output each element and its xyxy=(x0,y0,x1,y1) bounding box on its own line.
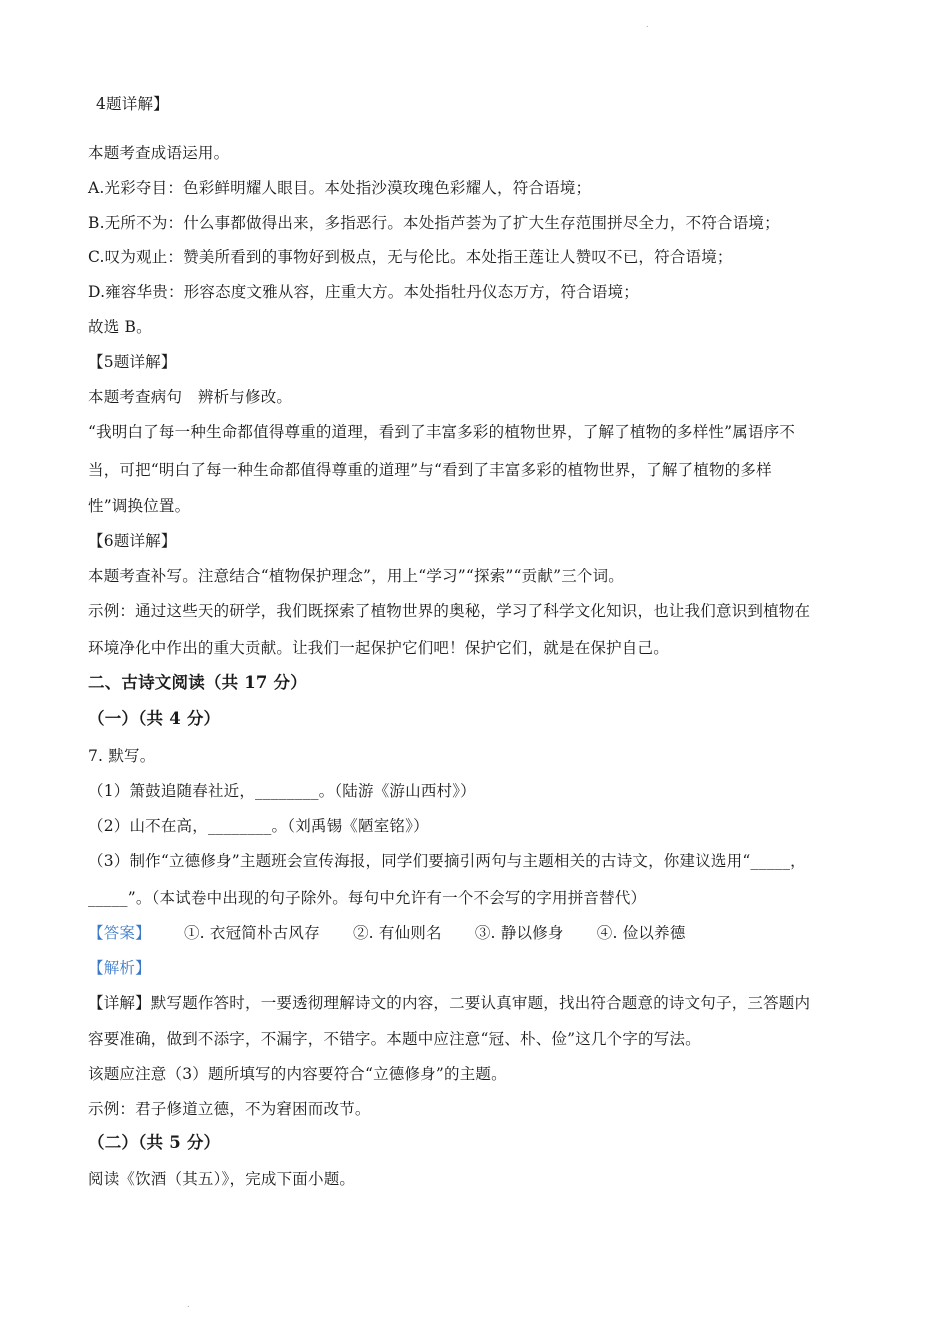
paragraph: 本题考查补写。注意结合“植物保护理念”，用上“学习”“探索”“贡献”三个词。 xyxy=(88,567,624,585)
option-a-explanation: A.光彩夺目：色彩鲜明耀人眼目。本处指沙漠玫瑰色彩耀人，符合语境； xyxy=(88,179,592,197)
section-heading-q5: 【5题详解】 xyxy=(88,353,177,371)
answer-item-4: ④. 俭以养德 xyxy=(596,924,686,942)
section-heading-q4: 4题详解】 xyxy=(96,95,169,113)
answer-item-3: ③. 静以修身 xyxy=(474,924,564,942)
paragraph: 阅读《饮酒（其五）》，完成下面小题。 xyxy=(88,1170,356,1188)
answer-item-1: ①. 衣冠简朴古风存 xyxy=(183,924,320,942)
paragraph: 【详解】默写题作答时，一要透彻理解诗文的内容，二要认真审题，找出符合题意的诗文句子，三答题内 xyxy=(88,994,811,1012)
paragraph: 示例：君子修道立德，不为窘困而改节。 xyxy=(88,1100,371,1118)
answer-row xyxy=(88,922,686,944)
option-b-explanation: B.无所不为：什么事都做得出来，多指恶行。本处指芦荟为了扩大生存范围拼尽全力，不符合语境； xyxy=(88,214,780,232)
answer-label: 【答案】 xyxy=(88,924,151,942)
paragraph: 该题应注意（3）题所填写的内容要符合“立德修身”的主题。 xyxy=(88,1065,507,1083)
question-7-1: （1）箫鼓追随春社近，________。（陆游《游山西村》） xyxy=(88,782,476,800)
paragraph: 本题考查成语运用。 xyxy=(88,144,230,162)
question-7-3: （3）制作“立德修身”主题班会宣传海报，同学们要摘引两句与主题相关的古诗文，你建议选用“_____， xyxy=(88,852,806,870)
paragraph: 当，可把“明白了每一种生命都值得尊重的道理”与“看到了丰富多彩的植物世界，了解了植物的多样 xyxy=(88,461,772,479)
paragraph: 本题考查病句 辨析与修改。 xyxy=(88,388,293,406)
answer-item-2: ②. 有仙则名 xyxy=(352,924,442,942)
paragraph: “我明白了每一种生命都值得尊重的道理，看到了丰富多彩的植物世界，了解了植物的多样性”属语序不 xyxy=(88,423,796,441)
question-7: 7. 默写。 xyxy=(88,747,156,765)
analysis-label: 【解析】 xyxy=(88,959,151,977)
paragraph: 容要准确，做到不添字，不漏字，不错字。本题中应注意“冠、朴、俭”这几个字的写法。 xyxy=(88,1030,701,1048)
section-heading-q6: 【6题详解】 xyxy=(88,532,177,550)
option-c-explanation: C.叹为观止：赞美所看到的事物好到极点，无与伦比。本处指王莲让人赞叹不已，符合语境； xyxy=(88,248,733,266)
part-two-heading: 二、古诗文阅读（共 17 分） xyxy=(88,673,307,692)
header-dot: . xyxy=(646,20,649,29)
question-7-2: （2）山不在高，________。（刘禹锡《陋室铭》） xyxy=(88,817,429,835)
subsection-heading-2: （二）（共 5 分） xyxy=(88,1133,221,1152)
paragraph: 示例：通过这些天的研学，我们既探索了植物世界的奥秘，学习了科学文化知识，也让我们意识到植物在 xyxy=(88,602,811,620)
subsection-heading-1: （一）（共 4 分） xyxy=(88,709,221,728)
question-7-3-cont: _____”。（本试卷中出现的句子除外。每句中允许有一个不会写的字用拼音替代） xyxy=(88,889,647,907)
paragraph: 环境净化中作出的重大贡献。让我们一起保护它们吧！保护它们，就是在保护自己。 xyxy=(88,639,669,657)
option-d-explanation: D.雍容华贵：形容态度文雅从容，庄重大方。本处指牡丹仪态万方，符合语境； xyxy=(88,283,640,301)
paragraph: 性”调换位置。 xyxy=(88,497,191,515)
answer-choice: 故选 B。 xyxy=(88,318,152,336)
footer-dot: . xyxy=(187,1300,190,1309)
